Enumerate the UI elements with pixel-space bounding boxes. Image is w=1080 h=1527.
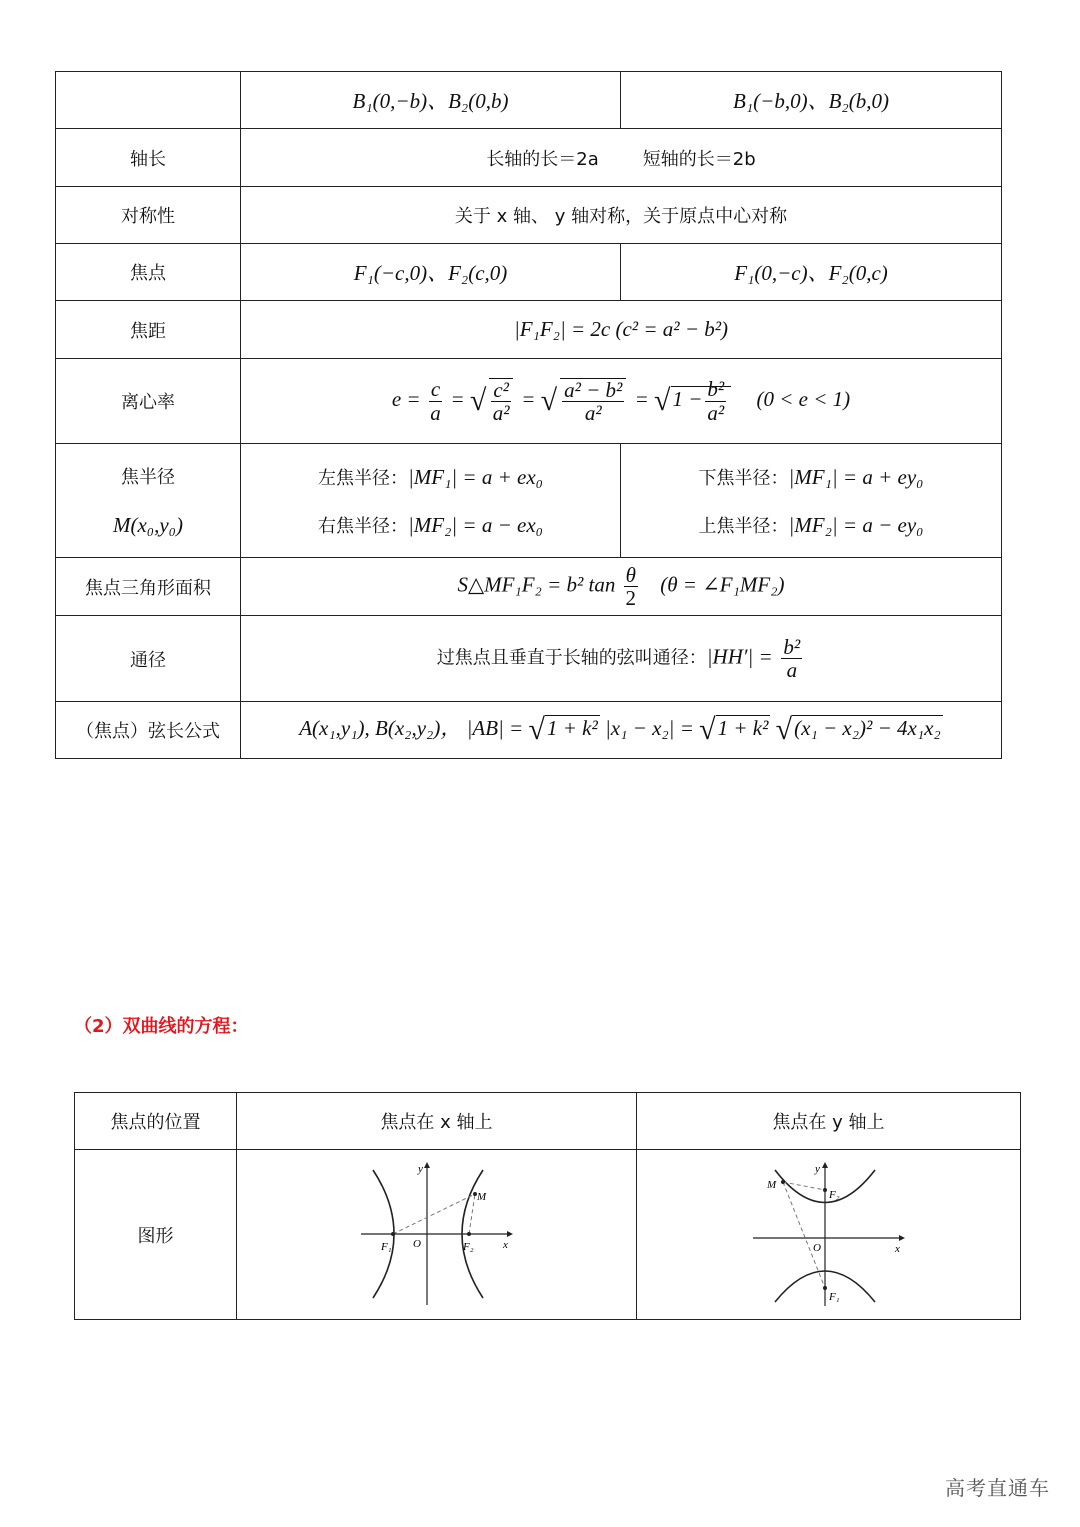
fraction-b2-a: [781, 636, 802, 681]
figure-cell-y: [637, 1150, 1021, 1320]
denominator: 2: [625, 586, 637, 610]
focal-radius-y-cell: [621, 444, 1002, 558]
vertex-right: B₁(−b,0)、B₂(b,0): [621, 72, 1002, 129]
row-label: 通径: [56, 616, 241, 702]
radical-sign: √: [775, 713, 793, 747]
focal-radius-formula: |MF₂| = a − ex₀: [408, 512, 543, 537]
chord-length-formula: [241, 702, 1002, 759]
vertex-left: B₁(0,−b)、B₂(0,b): [241, 72, 621, 129]
table-row: [56, 244, 1002, 301]
watermark: 高考直通车: [945, 1476, 1050, 1500]
table-row: [56, 129, 1002, 187]
radical-sign: √: [540, 384, 558, 417]
focal-distance-formula: |F₁F₂| = 2c (c² = a² − b²): [241, 301, 1002, 359]
row-label: 焦点三角形面积: [56, 558, 241, 616]
minor-axis-length: 短轴的长＝2b: [642, 148, 756, 170]
row-label: 焦半径: [121, 467, 175, 488]
numerator: c: [430, 377, 441, 402]
label-f2: F₂: [828, 1188, 840, 1201]
table-row: [56, 72, 1002, 129]
fraction-c-a: [429, 378, 442, 423]
label-f1: F₁: [380, 1240, 392, 1253]
radicand: (x₁ − x₂)² − 4x₁x₂: [794, 716, 941, 741]
eccentricity-condition: (0 < e < 1): [756, 386, 851, 411]
label-y: y: [814, 1162, 820, 1175]
axis-length-cell: [241, 129, 1002, 187]
y-axis-arrow: [822, 1162, 828, 1168]
focus-f2: [823, 1188, 827, 1192]
radical-sign: √: [699, 713, 716, 747]
equals: =: [450, 386, 465, 411]
label-m: M: [476, 1190, 486, 1203]
row-label: 焦点: [56, 244, 241, 301]
fraction-b2-a2: [705, 378, 726, 423]
focus-f1: [391, 1232, 395, 1236]
point-m: [781, 1180, 785, 1184]
latus-rectum-lhs: |HH′| =: [706, 644, 773, 669]
eccentricity-formula: [241, 359, 1002, 444]
table-row: [56, 444, 1002, 558]
focal-radius-name: 左焦半径：: [318, 467, 409, 489]
label-x: x: [502, 1238, 508, 1251]
numerator: b²: [707, 377, 725, 402]
denominator: a: [430, 400, 441, 425]
equals: =: [634, 386, 649, 411]
equals: =: [521, 386, 536, 411]
denominator: a²: [492, 401, 510, 425]
table-row: [56, 301, 1002, 359]
focal-radius-name: 右焦半径：: [318, 515, 409, 537]
label-f1: F₁: [828, 1290, 840, 1303]
major-axis-length: 长轴的长＝2a: [486, 148, 599, 170]
focal-radius-x-cell: [241, 444, 621, 558]
radicand: 1 + k²: [546, 716, 598, 741]
table-row: [56, 558, 1002, 616]
x-axis-arrow: [507, 1231, 513, 1237]
header-col-x: 焦点在 x 轴上: [237, 1093, 637, 1150]
chord-mid: |x₁ − x₂| =: [605, 716, 694, 741]
row-label: （焦点）弦长公式: [56, 702, 241, 759]
focal-radius-formula: |MF₁| = a + ex₀: [408, 464, 543, 489]
label-f2: F₂: [462, 1240, 474, 1253]
label-o: O: [812, 1241, 821, 1254]
table-row: [56, 616, 1002, 702]
header-col-y: 焦点在 y 轴上: [637, 1093, 1021, 1150]
table-header-row: [75, 1093, 1021, 1150]
focal-triangle-area-formula: [241, 558, 1002, 616]
table-row: [75, 1150, 1021, 1320]
table-row: [56, 187, 1002, 244]
focal-line-f2-m: [469, 1194, 475, 1234]
focal-radius-name: 下焦半径：: [698, 467, 789, 489]
focal-radius-formula: |MF₂| = a − ey₀: [788, 512, 924, 537]
label-x: x: [894, 1242, 900, 1255]
focus-f1: [823, 1286, 827, 1290]
denominator: a: [786, 658, 798, 682]
row-label: [56, 72, 241, 129]
fraction-diff: [560, 378, 626, 424]
hyperbola-table: [74, 1092, 1021, 1320]
fraction-c2-a2: [489, 378, 513, 424]
radical-sign: √: [528, 713, 545, 747]
area-lhs: S△MF₁F₂ = b² tan: [457, 572, 616, 597]
label-y: y: [417, 1162, 423, 1175]
radicand: [671, 377, 732, 425]
header-label: 焦点的位置: [75, 1093, 237, 1150]
ellipse-properties-table: [55, 71, 1002, 759]
point-m-label: M(x₀,y₀): [113, 513, 183, 537]
latus-rectum-text: 过焦点且垂直于长轴的弦叫通径：: [436, 647, 707, 669]
focal-radius-label-cell: [56, 444, 241, 558]
section-heading: （2）双曲线的方程：: [74, 1016, 249, 1037]
latus-rectum-cell: [241, 616, 1002, 702]
row-label: 轴长: [56, 129, 241, 187]
label-m: M: [766, 1178, 776, 1191]
numerator: θ: [625, 562, 636, 587]
foci-right: F₁(0,−c)、F₂(0,c): [621, 244, 1002, 301]
figure-cell-x: [237, 1150, 637, 1320]
x-axis-arrow: [899, 1235, 905, 1241]
row-label: 焦距: [56, 301, 241, 359]
chord-points: A(x₁,y₁), B(x₂,y₂)，: [299, 716, 462, 741]
focal-radius-formula: |MF₁| = a + ey₀: [788, 464, 924, 489]
numerator: a² − b²: [564, 377, 623, 402]
chord-lhs: |AB| =: [466, 716, 524, 741]
e-prefix: e =: [391, 386, 421, 411]
angle-condition: (θ = ∠F₁MF₂): [660, 572, 785, 597]
symmetry-value: 关于 x 轴、 y 轴对称，关于原点中心对称: [241, 187, 1002, 244]
y-axis-arrow: [424, 1162, 430, 1168]
table-row: [56, 359, 1002, 444]
radical-sign: √: [469, 384, 487, 417]
focus-f2: [467, 1232, 471, 1236]
numerator: b²: [783, 634, 801, 659]
denominator: a²: [707, 400, 725, 425]
hyperbola-x-axis-figure: [357, 1160, 517, 1310]
row-label: 对称性: [56, 187, 241, 244]
figure-row-label: 图形: [75, 1150, 237, 1320]
radical-sign: √: [654, 384, 671, 417]
denominator: a²: [584, 401, 602, 425]
focal-radius-name: 上焦半径：: [698, 515, 789, 537]
row-label: 离心率: [56, 359, 241, 444]
foci-left: F₁(−c,0)、F₂(c,0): [241, 244, 621, 301]
one-minus: 1 −: [672, 386, 703, 411]
fraction-theta-2: [624, 564, 638, 609]
radicand: 1 + k²: [717, 716, 769, 741]
hyperbola-y-axis-figure: [749, 1160, 909, 1310]
label-o: O: [412, 1237, 421, 1250]
table-row: [56, 702, 1002, 759]
numerator: c²: [493, 377, 509, 402]
